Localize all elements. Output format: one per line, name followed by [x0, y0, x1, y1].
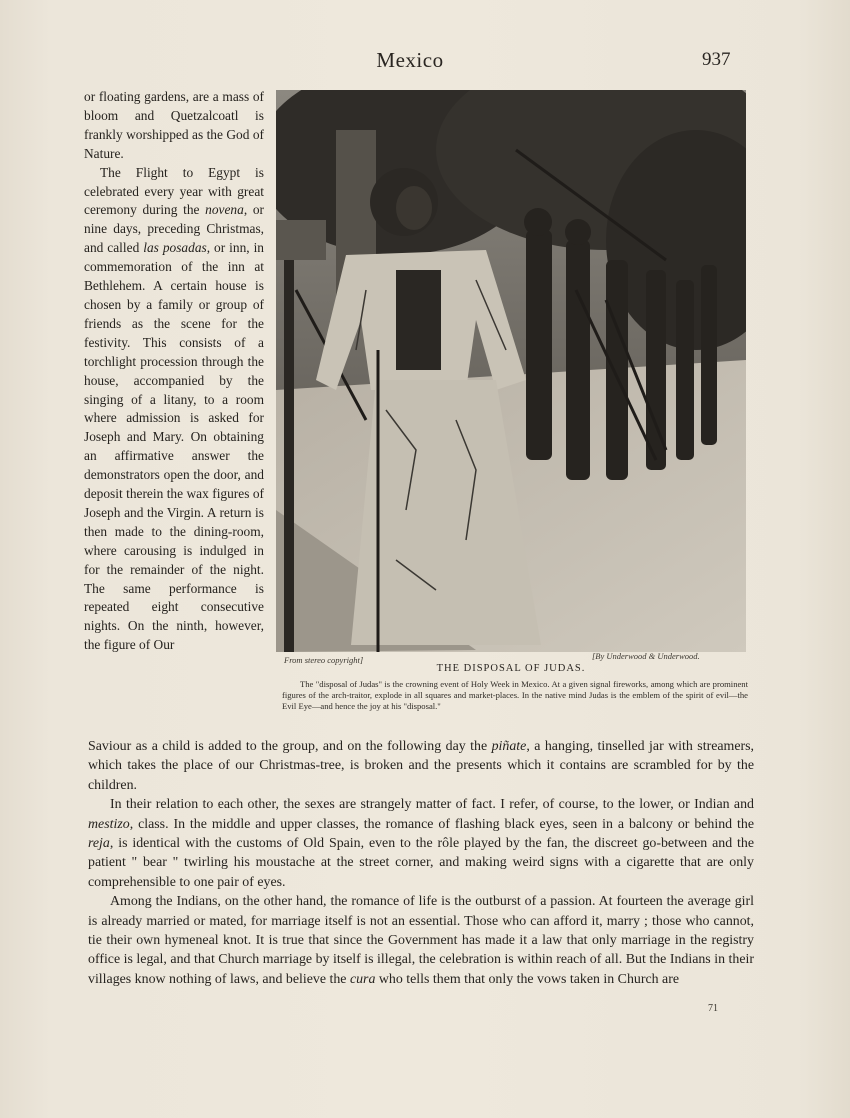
italic-term: novena [205, 202, 244, 218]
full-width-text [88, 737, 754, 989]
paragraph: The Flight to Egypt is celebrated every year with great ceremony during the novena, or nine days, preceding Christmas, and called las posadas, or inn, in commemoration of the inn at Bethlehem. A certain house is chosen by a family or group of friends as the scene for the festivity. This consists of a torchlight procession through the house, accompanied by the singing of a litany, to a room where admission is asked for Joseph and Mary. On obtaining an affirmative answer the demonstrators open the door, and deposit therein the wax figures of Joseph and the Virgin. A return is then made to the dining-room, where carousing is indulged in for the remainder of the night. The same performance is repeated eight consecutive nights. On the ninth, however, the figure of Our [84, 164, 265, 653]
paragraph: or floating gardens, are a mass of bloom and Quetzalcoatl is frankly worshipped as the God of Nature. [84, 89, 264, 161]
page-number: 937 [702, 49, 731, 70]
italic-term: mestizo [88, 816, 130, 832]
figure-title: THE DISPOSAL OF JUDAS. [436, 663, 586, 674]
photo-credit-agency: [By Underwood & Underwood. [592, 651, 700, 661]
paragraph: Among the Indians, on the other hand, the romance of life is the outburst of a passion. At fourteen the average girl is already married or mated, for marriage itself is not an essential. Those who can afford it, marry ; those who cannot, tie their own hymeneal knot. It is true that since the Government has made it a law that only marriage in the registry office is legal, and that Church marriage by itself is illegal, the celebration is within reach of all. But the Indians in their villages know nothing of laws, and believe the cura who tells them that only the vows taken in Church are [88, 894, 754, 987]
italic-term: cura [349, 971, 376, 987]
photo-illustration [276, 90, 746, 652]
italic-term: las posadas [143, 240, 207, 256]
left-column-text [84, 88, 264, 655]
signature-folio: 71 [708, 1003, 718, 1014]
photograph-judas-effigies [276, 90, 746, 652]
photo-credit-source: From stereo copyright] [284, 655, 364, 665]
italic-term: piñate [491, 739, 527, 754]
running-head-title: Mexico [376, 48, 444, 72]
paragraph: Saviour as a child is added to the group, and on the following day the piñate, a hanging, tinselled jar with streamers, which takes the place of our Christmas-tree, is broken and the presents which it contains are scrambled for by the children. [88, 739, 754, 793]
paragraph: In their relation to each other, the sexes are strangely matter of fact. I refer, of course, to the lower, or Indian and mestizo, class. In the middle and upper classes, the romance of flashing black eyes, seen in a balcony or behind the reja, is identical with the customs of Old Spain, even to the rôle played by the fan, the discreet go-between and the patient " bear " twirling his moustache at the street corner, and making weird signs with a cigarette that are only comprehensible to one pair of eyes. [88, 797, 754, 890]
italic-term: reja [88, 836, 110, 852]
figure-caption: The "disposal of Judas" is the crowning event of Holy Week in Mexico. At a given signal fireworks, among which are prominent figures of the arch-traitor, explode in all squares and market-places. In the native mind Judas is the emblem of the spirit of evil—the Evil Eye—and hence the joy at his "disposal." [282, 679, 748, 712]
